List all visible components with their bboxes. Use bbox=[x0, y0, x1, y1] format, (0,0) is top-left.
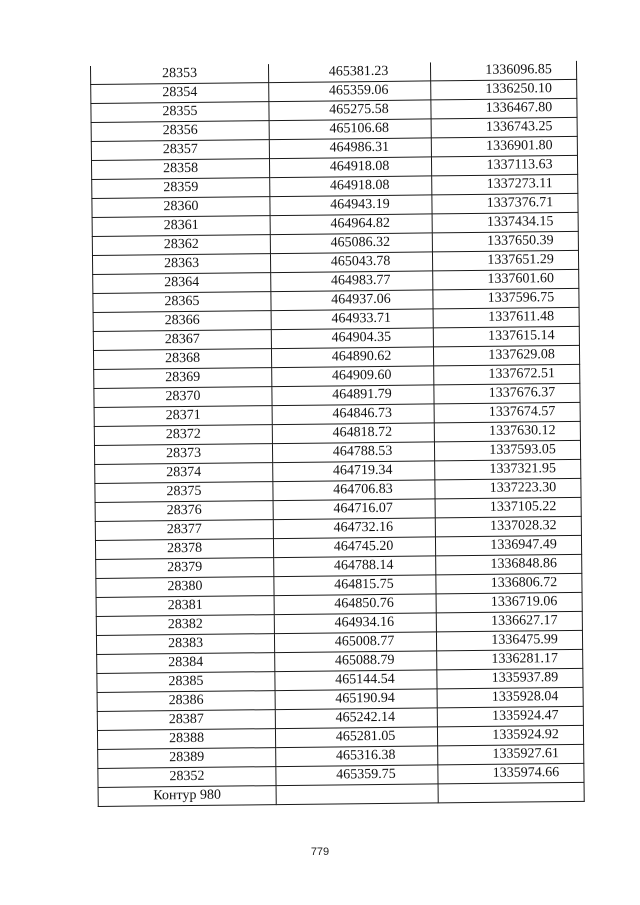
document-sheet bbox=[90, 61, 585, 807]
x-coordinate-cell: 464918.08 bbox=[269, 157, 431, 178]
y-coordinate-cell: 1337601.60 bbox=[433, 270, 579, 291]
x-coordinate-cell: 464788.14 bbox=[274, 556, 436, 577]
point-number-cell: 28372 bbox=[94, 425, 272, 446]
x-coordinate-cell: 464937.06 bbox=[271, 290, 433, 311]
x-coordinate-cell: 465242.14 bbox=[275, 708, 437, 729]
y-coordinate-cell: 1336096.85 bbox=[430, 61, 576, 81]
y-coordinate-cell: 1336467.80 bbox=[431, 99, 577, 120]
x-coordinate-cell: 465359.75 bbox=[276, 765, 438, 786]
x-coordinate-cell: 465088.79 bbox=[275, 651, 437, 672]
point-number-cell: 28381 bbox=[96, 596, 274, 617]
point-number-cell: 28374 bbox=[95, 463, 273, 484]
point-number-cell: 28370 bbox=[94, 387, 272, 408]
coordinates-table-body bbox=[90, 61, 584, 807]
point-number-cell: 28368 bbox=[93, 349, 271, 370]
x-coordinate-cell: 464745.20 bbox=[273, 537, 435, 558]
coordinates-table bbox=[90, 61, 585, 807]
point-number-cell: 28362 bbox=[92, 235, 270, 256]
x-coordinate-cell: 465190.94 bbox=[275, 689, 437, 710]
point-number-cell: Контур 980 bbox=[98, 786, 276, 807]
x-coordinate-cell: 464964.82 bbox=[270, 214, 432, 235]
x-coordinate-cell: 465043.78 bbox=[270, 252, 432, 273]
x-coordinate-cell: 464943.19 bbox=[270, 195, 432, 216]
x-coordinate-cell: 464934.16 bbox=[274, 613, 436, 634]
x-coordinate-cell: 464890.62 bbox=[271, 347, 433, 368]
point-number-cell: 28358 bbox=[91, 159, 269, 180]
x-coordinate-cell: 464716.07 bbox=[273, 499, 435, 520]
x-coordinate-cell: 465144.54 bbox=[275, 670, 437, 691]
point-number-cell: 28389 bbox=[98, 748, 276, 769]
x-coordinate-cell: 464986.31 bbox=[269, 138, 431, 159]
x-coordinate-cell: 464706.83 bbox=[273, 480, 435, 501]
point-number-cell: 28369 bbox=[94, 368, 272, 389]
y-coordinate-cell bbox=[438, 783, 584, 804]
point-number-cell: 28376 bbox=[95, 501, 273, 522]
x-coordinate-cell: 464732.16 bbox=[273, 518, 435, 539]
y-coordinate-cell: 1335974.66 bbox=[438, 764, 584, 785]
x-coordinate-cell: 465008.77 bbox=[274, 632, 436, 653]
point-number-cell: 28359 bbox=[92, 178, 270, 199]
y-coordinate-cell: 1336848.86 bbox=[436, 555, 582, 576]
point-number-cell: 28377 bbox=[95, 520, 273, 541]
y-coordinate-cell: 1337321.95 bbox=[435, 460, 581, 481]
y-coordinate-cell: 1337028.32 bbox=[435, 517, 581, 538]
y-coordinate-cell: 1336806.72 bbox=[436, 574, 582, 595]
y-coordinate-cell: 1335928.04 bbox=[437, 688, 583, 709]
y-coordinate-cell: 1337611.48 bbox=[433, 308, 579, 329]
y-coordinate-cell: 1337629.08 bbox=[433, 346, 579, 367]
point-number-cell: 28352 bbox=[98, 767, 276, 788]
y-coordinate-cell: 1335924.47 bbox=[437, 707, 583, 728]
point-number-cell: 28357 bbox=[91, 140, 269, 161]
y-coordinate-cell: 1337105.22 bbox=[435, 498, 581, 519]
point-number-cell: 28384 bbox=[97, 653, 275, 674]
y-coordinate-cell: 1336947.49 bbox=[435, 536, 581, 557]
y-coordinate-cell: 1337223.30 bbox=[435, 479, 581, 500]
point-number-cell: 28367 bbox=[93, 330, 271, 351]
x-coordinate-cell: 465086.32 bbox=[270, 233, 432, 254]
x-coordinate-cell: 464818.72 bbox=[272, 423, 434, 444]
x-coordinate-cell: 465359.06 bbox=[269, 81, 431, 102]
x-coordinate-cell: 465316.38 bbox=[276, 746, 438, 767]
y-coordinate-cell: 1336743.25 bbox=[431, 118, 577, 139]
y-coordinate-cell: 1337650.39 bbox=[432, 232, 578, 253]
y-coordinate-cell: 1337376.71 bbox=[432, 194, 578, 215]
y-coordinate-cell: 1336475.99 bbox=[436, 631, 582, 652]
point-number-cell: 28382 bbox=[96, 615, 274, 636]
y-coordinate-cell: 1336250.10 bbox=[431, 80, 577, 101]
x-coordinate-cell: 464909.60 bbox=[272, 366, 434, 387]
point-number-cell: 28355 bbox=[91, 102, 269, 123]
point-number-cell: 28363 bbox=[92, 254, 270, 275]
point-number-cell: 28360 bbox=[92, 197, 270, 218]
y-coordinate-cell: 1337630.12 bbox=[434, 422, 580, 443]
x-coordinate-cell: 465381.23 bbox=[268, 62, 430, 82]
point-number-cell: 28388 bbox=[97, 729, 275, 750]
y-coordinate-cell: 1337651.29 bbox=[432, 251, 578, 272]
point-number-cell: 28373 bbox=[94, 444, 272, 465]
x-coordinate-cell: 464719.34 bbox=[273, 461, 435, 482]
point-number-cell: 28364 bbox=[93, 273, 271, 294]
point-number-cell: 28365 bbox=[93, 292, 271, 313]
x-coordinate-cell: 465275.58 bbox=[269, 100, 431, 121]
point-number-cell: 28379 bbox=[96, 558, 274, 579]
point-number-cell: 28385 bbox=[97, 672, 275, 693]
point-number-cell: 28353 bbox=[90, 64, 268, 85]
y-coordinate-cell: 1336281.17 bbox=[437, 650, 583, 671]
point-number-cell: 28366 bbox=[93, 311, 271, 332]
y-coordinate-cell: 1335937.89 bbox=[437, 669, 583, 690]
x-coordinate-cell: 464815.75 bbox=[274, 575, 436, 596]
x-coordinate-cell: 464846.73 bbox=[272, 404, 434, 425]
y-coordinate-cell: 1337596.75 bbox=[433, 289, 579, 310]
x-coordinate-cell: 464983.77 bbox=[271, 271, 433, 292]
point-number-cell: 28387 bbox=[97, 710, 275, 731]
y-coordinate-cell: 1336719.06 bbox=[436, 593, 582, 614]
point-number-cell: 28386 bbox=[97, 691, 275, 712]
y-coordinate-cell: 1336901.80 bbox=[431, 137, 577, 158]
point-number-cell: 28375 bbox=[95, 482, 273, 503]
y-coordinate-cell: 1337113.63 bbox=[431, 156, 577, 177]
x-coordinate-cell: 464788.53 bbox=[272, 442, 434, 463]
point-number-cell: 28354 bbox=[91, 83, 269, 104]
y-coordinate-cell: 1337273.11 bbox=[432, 175, 578, 196]
x-coordinate-cell: 464918.08 bbox=[270, 176, 432, 197]
x-coordinate-cell: 465106.68 bbox=[269, 119, 431, 140]
y-coordinate-cell: 1335927.61 bbox=[438, 745, 584, 766]
x-coordinate-cell: 465281.05 bbox=[275, 727, 437, 748]
x-coordinate-cell: 464891.79 bbox=[272, 385, 434, 406]
y-coordinate-cell: 1337674.57 bbox=[434, 403, 580, 424]
x-coordinate-cell: 464904.35 bbox=[271, 328, 433, 349]
y-coordinate-cell: 1337676.37 bbox=[434, 384, 580, 405]
y-coordinate-cell: 1337593.05 bbox=[434, 441, 580, 462]
point-number-cell: 28378 bbox=[95, 539, 273, 560]
point-number-cell: 28380 bbox=[96, 577, 274, 598]
y-coordinate-cell: 1337672.51 bbox=[434, 365, 580, 386]
x-coordinate-cell bbox=[276, 784, 438, 805]
point-number-cell: 28371 bbox=[94, 406, 272, 427]
y-coordinate-cell: 1335924.92 bbox=[437, 726, 583, 747]
point-number-cell: 28383 bbox=[96, 634, 274, 655]
point-number-cell: 28361 bbox=[92, 216, 270, 237]
x-coordinate-cell: 464933.71 bbox=[271, 309, 433, 330]
y-coordinate-cell: 1337434.15 bbox=[432, 213, 578, 234]
y-coordinate-cell: 1336627.17 bbox=[436, 612, 582, 633]
y-coordinate-cell: 1337615.14 bbox=[433, 327, 579, 348]
page-number: 779 bbox=[310, 846, 330, 858]
x-coordinate-cell: 464850.76 bbox=[274, 594, 436, 615]
point-number-cell: 28356 bbox=[91, 121, 269, 142]
